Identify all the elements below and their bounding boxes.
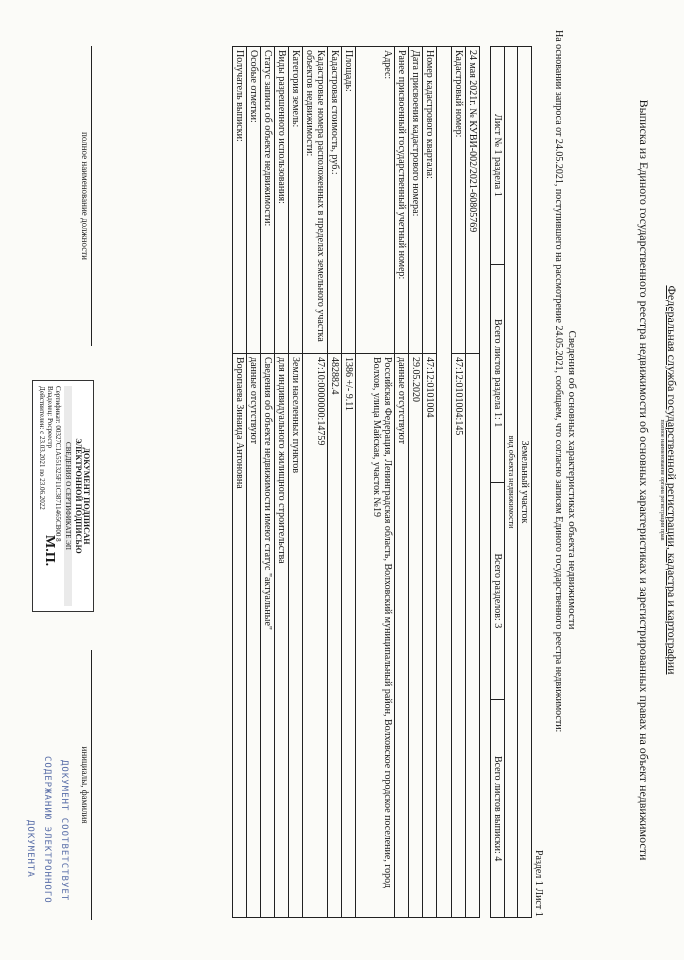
- row-label: Особые отметки:: [247, 47, 261, 354]
- header-table: [490, 46, 532, 918]
- conformity-stamp-line1: ДОКУМЕНТ СООТВЕТСТВУЕТ: [59, 760, 69, 902]
- row-value: 1386 +/- 9.11: [342, 354, 356, 918]
- stamp-cert: Сертификат: 00327C1A551325F11C38711465CB00 8: [54, 386, 62, 542]
- position-caption: полное наименование должности: [80, 132, 90, 260]
- row-value: 47:10:0000000:14759: [303, 354, 328, 918]
- cadastral-value: 47:12:0101004:145: [452, 354, 466, 918]
- basis-text: На основании запроса от 24.05.2021, поступившего на рассмотрение 24.05.2021, сообщаем, что согласно записям Единого государственного реестра недвижимости:: [553, 30, 564, 733]
- row-value: 482882.4: [328, 354, 342, 918]
- row-label: Статус записи об объекте недвижимости:: [261, 47, 275, 354]
- row-label: Виды разрешенного использования:: [275, 47, 289, 354]
- table-row: [303, 47, 328, 918]
- agency-caption: полное наименование органа регистрации прав: [659, 419, 665, 541]
- sections-count: Всего разделов: 3: [491, 482, 505, 700]
- row-label: Дата присвоения кадастрового номера:: [409, 47, 423, 354]
- table-row: [409, 47, 423, 918]
- row-label: Адрес:: [356, 47, 395, 354]
- row-value: данные отсутствуют: [395, 354, 409, 918]
- table-row: [342, 47, 356, 918]
- sheets-total: Всего листов выписки: 4: [491, 700, 505, 918]
- table-row: [289, 47, 303, 918]
- sheet-number: Лист № 1 раздела 1: [491, 47, 505, 265]
- agency-name: Федеральная служба государственной регистрации, кадастра и картографии: [665, 285, 679, 675]
- cadastral-label: Кадастровый номер:: [452, 47, 466, 354]
- row-label: Площадь:: [342, 47, 356, 354]
- document-subtitle: Сведения об основных характеристиках объекта недвижимости: [566, 330, 578, 630]
- conformity-stamp-line2: СОДЕРЖАНИЮ ЭЛЕКТРОННОГО: [42, 756, 52, 904]
- doc-date: 24 мая 2021г. № КУВИ-002/2021-60805769: [466, 47, 480, 354]
- table-row: [247, 47, 261, 918]
- row-value: 47:12:0101004: [423, 354, 437, 918]
- doc-date-spacer: [466, 354, 480, 918]
- table-row: [328, 47, 342, 918]
- table-row: [356, 47, 395, 918]
- position-line: [91, 46, 92, 346]
- blank-row: [437, 47, 452, 918]
- document-title: Выписка из Единого государственного реестра недвижимости об основных характеристиках и зарегистрированных правах на объект недвижимости: [637, 99, 651, 861]
- object-type-caption: вид объекта недвижимости: [506, 47, 518, 917]
- row-label: Номер кадастрового квартала:: [423, 47, 437, 354]
- stamp-line1: ДОКУМЕНТ ПОДПИСАН: [82, 447, 91, 545]
- row-value: Воропаева Зинаида Антоновна: [233, 354, 247, 918]
- stamp-line3: СВЕДЕНИЯ О СЕРТИФИКАТЕ ЭП: [64, 386, 72, 606]
- row-value: 29.05.2020: [409, 354, 423, 918]
- row-label: Получатель выписки:: [233, 47, 247, 354]
- row-label: Кадастровая стоимость, руб.:: [328, 47, 342, 354]
- row-label: Ранее присвоенный государственный учетный номер:: [395, 47, 409, 354]
- electronic-signature-stamp: [32, 380, 94, 612]
- row-value: Сведения об объекте недвижимости имеют статус "актуальные": [261, 354, 275, 918]
- table-row: [395, 47, 409, 918]
- mp-mark: М.П.: [42, 535, 57, 567]
- row-label: Кадастровые номера расположенных в пределах земельного участка объектов недвижимости:: [303, 47, 328, 354]
- table-row: [423, 47, 437, 918]
- object-type: Земельный участок: [519, 440, 530, 524]
- row-value: Российская Федерация, Ленинградская область, Волховский муниципальный район, Волховское городское поселение, город Волхов, улица Майская, участок №19: [356, 354, 395, 918]
- name-caption: инициалы, фамилия: [80, 746, 90, 824]
- table-row: [275, 47, 289, 918]
- details-table: [232, 46, 480, 918]
- section-label: Раздел 1 Лист 1: [533, 850, 544, 917]
- stamp-line2: ЭЛЕКТРОННОЙ ПОДПИСЬЮ: [74, 438, 83, 554]
- conformity-stamp-line3: ДОКУМЕНТА: [25, 820, 35, 878]
- sheets-in-section: Всего листов раздела 1: 1: [491, 264, 505, 482]
- row-value: Земли населенных пунктов: [289, 354, 303, 918]
- row-value: данные отсутствуют: [247, 354, 261, 918]
- object-type-cell: [505, 47, 532, 918]
- stamp-valid: Действителен: с 23.03.2021 по 23.06.2022: [38, 386, 46, 510]
- name-line: [91, 650, 92, 920]
- stamp-owner: Владелец: Росреестр: [46, 386, 54, 449]
- table-row: [233, 47, 247, 918]
- row-value: для индивидуального жилищного строительства: [275, 354, 289, 918]
- table-row: [261, 47, 275, 918]
- row-label: Категория земель:: [289, 47, 303, 354]
